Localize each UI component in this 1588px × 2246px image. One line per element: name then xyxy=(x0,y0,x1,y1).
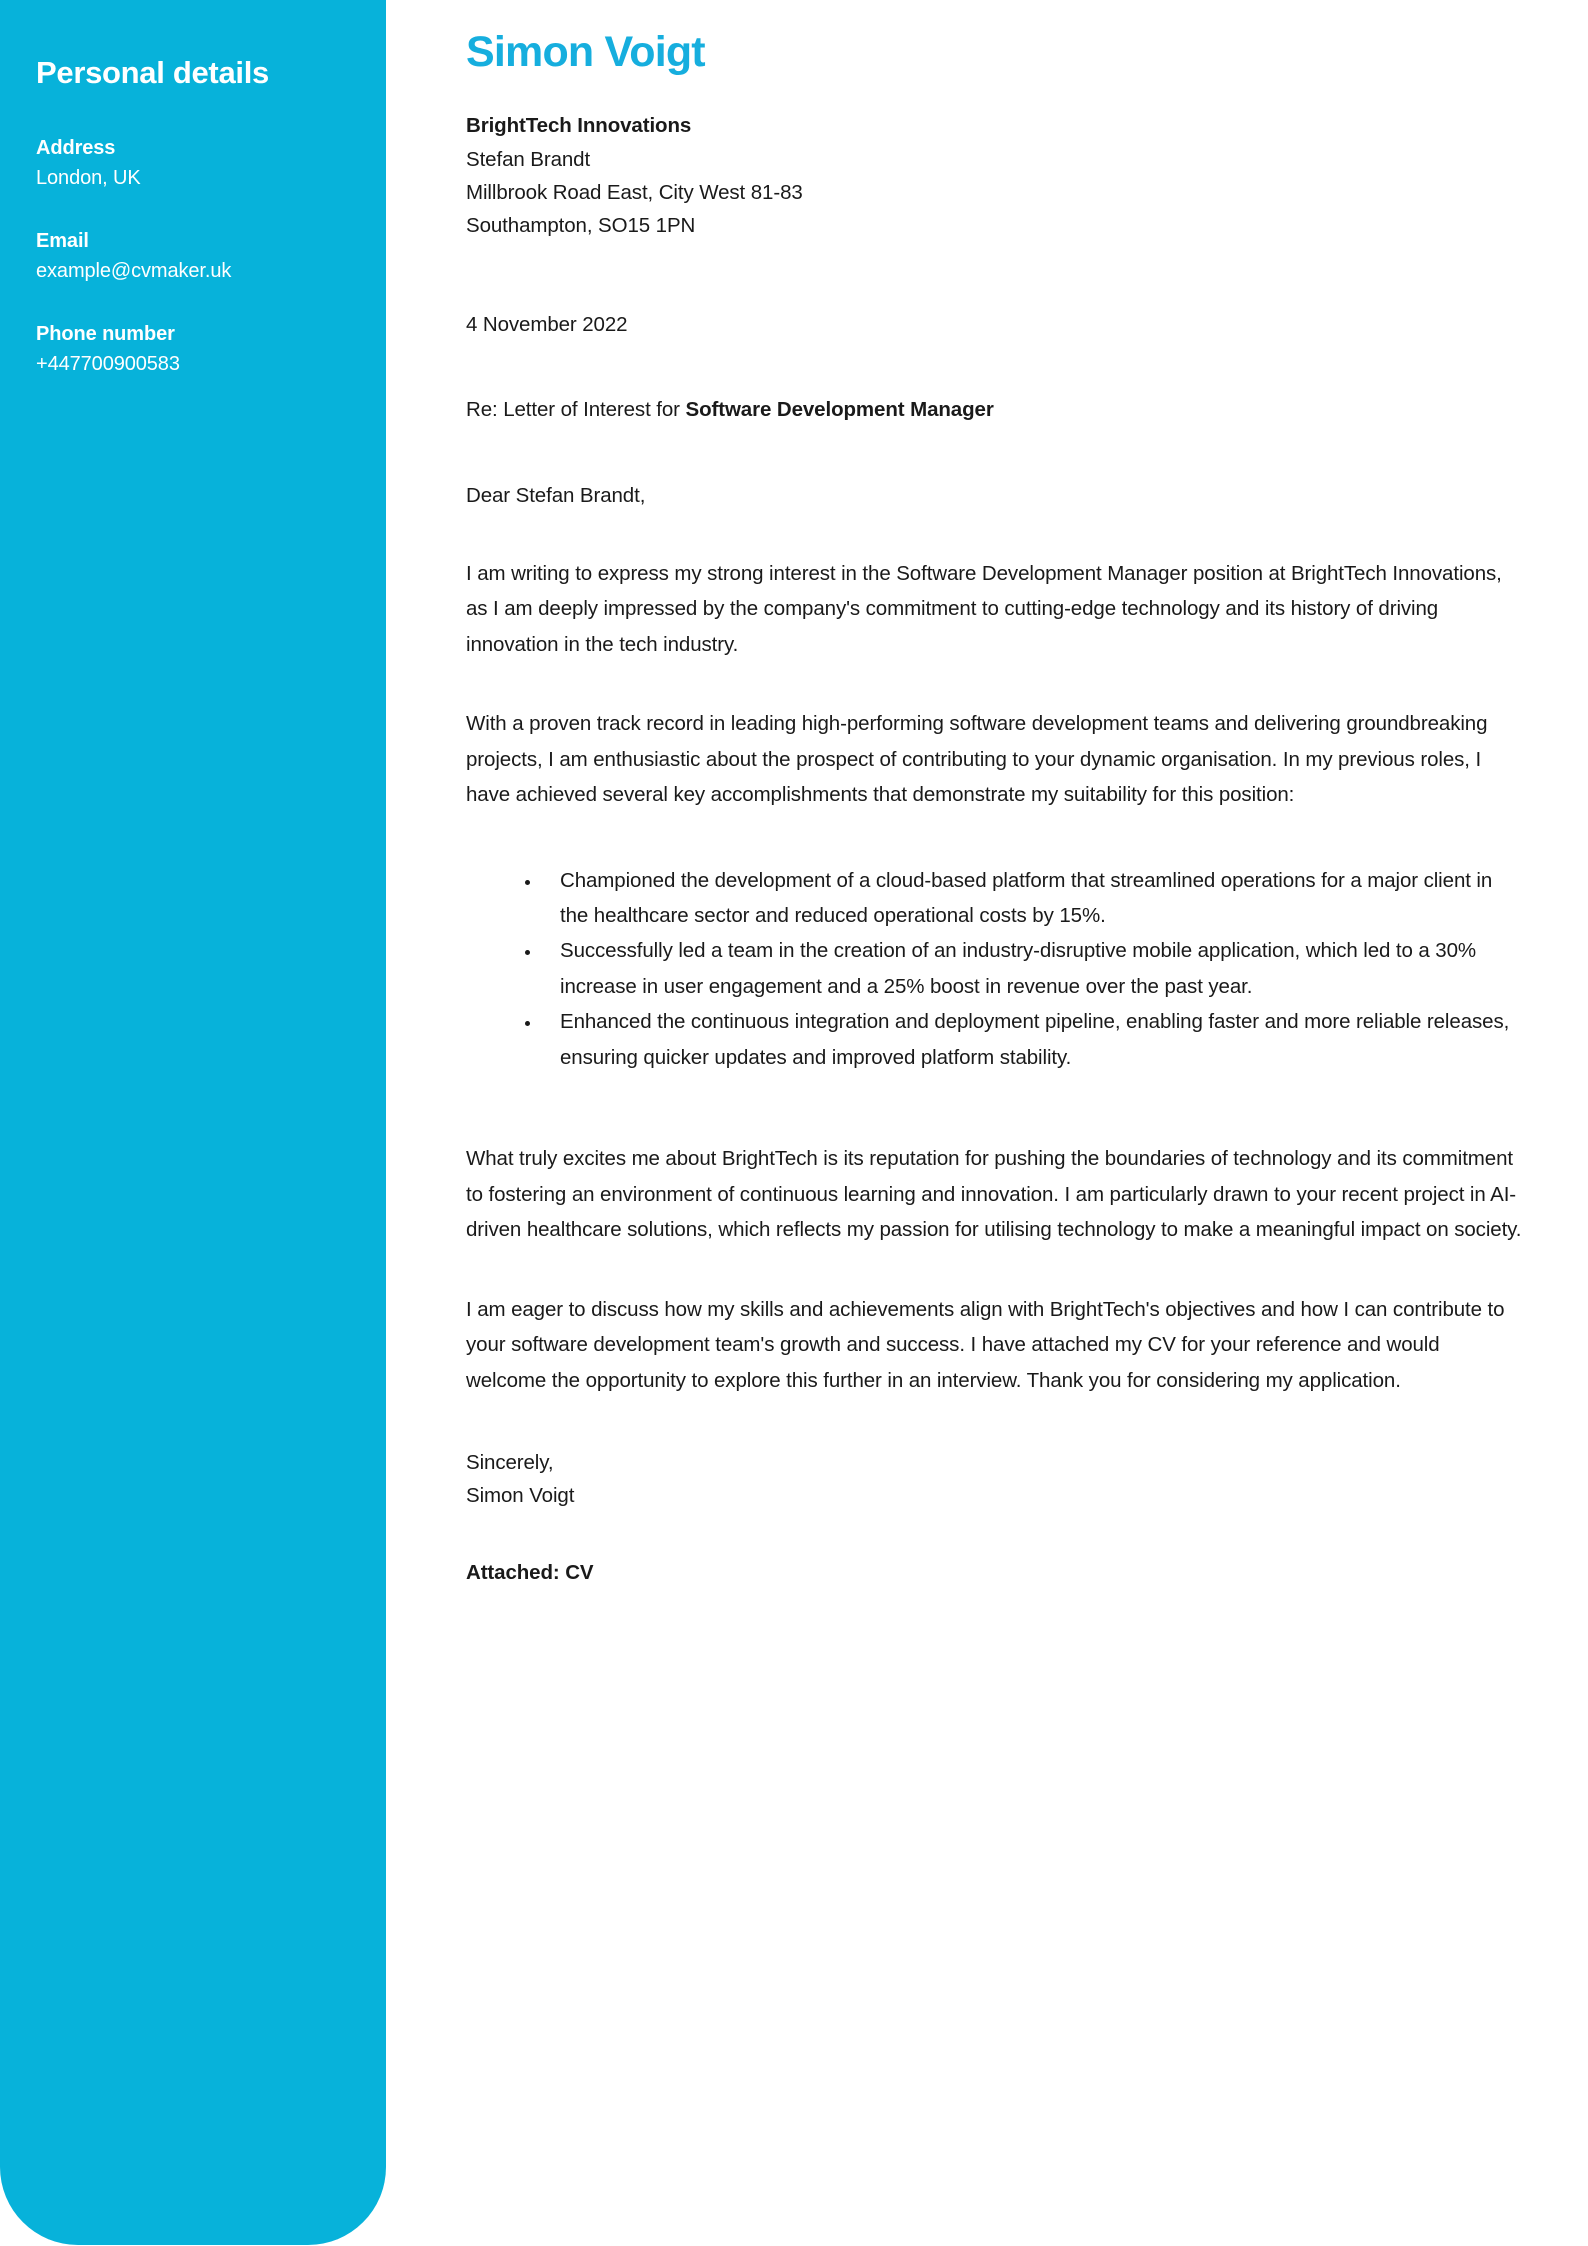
body-paragraph-2: With a proven track record in leading high-performing software development teams and delivering groundbreaking projects, I am enthusiastic about the prospect of contributing to your dynamic organisation. In my previous roles, I have achieved several key accomplishments that demonstrate my suitability for this position: xyxy=(466,712,1488,807)
recipient-street: Millbrook Road East, City West 81-83 xyxy=(466,180,803,204)
body-paragraph-3: What truly excites me about BrightTech is its reputation for pushing the boundaries of technology and its commitment to fostering an environment of continuous learning and innovation. I am particularly drawn to your recent project in AI-driven healthcare solutions, which reflects my passion for utilising technology to make a meaningful impact on society. xyxy=(466,1147,1522,1242)
detail-value-phone[interactable]: +447700900583 xyxy=(36,353,180,376)
detail-group-address xyxy=(36,135,342,192)
attachment-note: Attached: CV xyxy=(466,1561,594,1585)
detail-group-email xyxy=(36,228,342,285)
detail-group-phone xyxy=(36,321,342,378)
body-paragraph-4: I am eager to discuss how my skills and achievements align with BrightTech's objectives and how I can contribute to your software development team's growth and success. I have attached my CV for your reference and would welcome the opportunity to explore this further in an interview. Thank you for considering my application. xyxy=(466,1297,1505,1392)
recipient-address-block xyxy=(466,109,1522,242)
detail-label-address: Address xyxy=(36,137,116,160)
detail-value-address: London, UK xyxy=(36,167,141,190)
signoff-block xyxy=(466,1446,1522,1512)
achievements-list xyxy=(466,863,1522,1076)
body-paragraph-1: I am writing to express my strong interest in the Software Development Manager position at BrightTech Innovations, as I am deeply impressed by the company's commitment to cutting-edge technology and its history of driving innovation in the tech industry. xyxy=(466,561,1502,656)
sidebar-heading: Personal details xyxy=(36,55,269,90)
personal-details-sidebar xyxy=(0,0,386,2245)
detail-label-phone: Phone number xyxy=(36,323,175,346)
list-item: • Championed the development of a cloud-based platform that streamlined operations for a major client in the healthcare sector and reduced operational costs by 15%. xyxy=(542,863,1522,934)
detail-label-email: Email xyxy=(36,230,89,253)
salutation: Dear Stefan Brandt, xyxy=(466,483,646,507)
subject-line xyxy=(466,393,1522,426)
subject-job-title: Software Development Manager xyxy=(685,398,994,422)
recipient-city-postcode: Southampton, SO15 1PN xyxy=(466,214,696,238)
recipient-company: BrightTech Innovations xyxy=(466,114,692,138)
list-item: • Successfully led a team in the creation of an industry-disruptive mobile application, which led to a 30% increase in user engagement and a 25% boost in revenue over the past year. xyxy=(542,933,1522,1004)
signature-name: Simon Voigt xyxy=(466,1484,575,1508)
detail-value-email[interactable]: example@cvmaker.uk xyxy=(36,260,232,283)
letter-date: 4 November 2022 xyxy=(466,313,628,337)
applicant-name: Simon Voigt xyxy=(466,28,705,76)
list-item: • Enhanced the continuous integration and deployment pipeline, enabling faster and more reliable releases, ensuring quicker updates and improved platform stability. xyxy=(542,1004,1522,1075)
recipient-contact-name: Stefan Brandt xyxy=(466,147,591,171)
cover-letter-body xyxy=(466,0,1522,1590)
closing-salutation: Sincerely, xyxy=(466,1451,554,1475)
subject-prefix: Re: Letter of Interest for xyxy=(466,398,686,422)
